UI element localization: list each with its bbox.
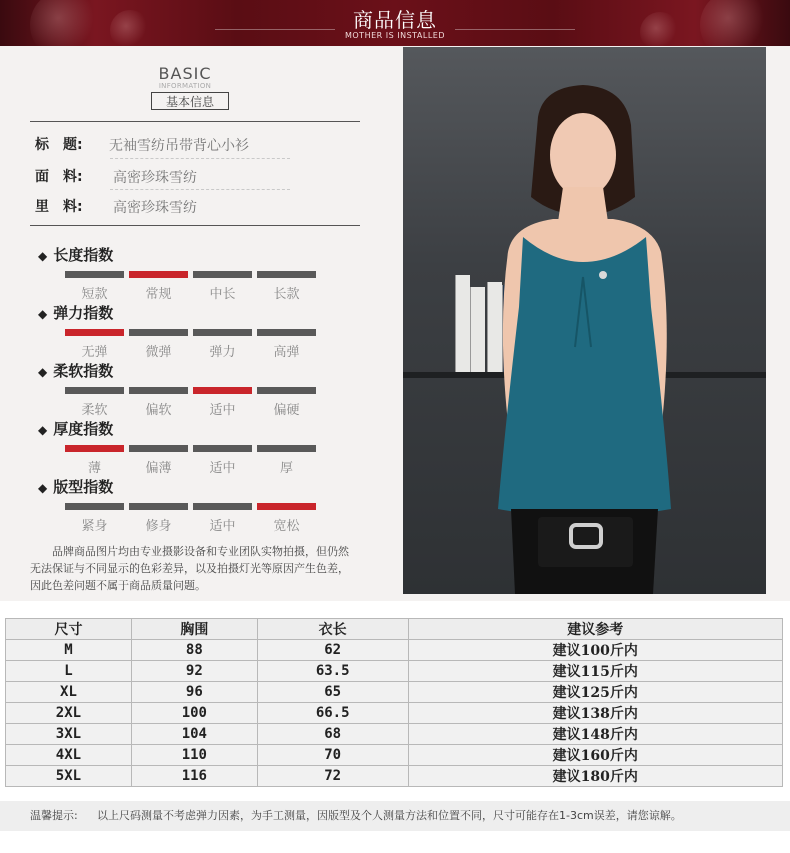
info-key: 标 题: — [35, 137, 83, 153]
table-cell: 68 — [257, 724, 408, 745]
table-row — [6, 724, 783, 745]
column-header: 衣长 — [257, 619, 408, 640]
measurement-tip — [0, 801, 790, 831]
table-cell: 建议125斤内 — [408, 682, 782, 703]
index-bar-selected — [65, 445, 124, 452]
index-title-fit: ◆ 版型指数 — [38, 478, 114, 496]
table-cell: 110 — [131, 745, 257, 766]
diamond-icon: ◆ — [38, 307, 48, 321]
index-bar — [129, 503, 188, 510]
info-value: 高密珍珠雪纺 — [113, 200, 197, 216]
table-cell: 116 — [131, 766, 257, 787]
index-option: 适中 — [209, 519, 236, 534]
index-option: 高弹 — [273, 345, 300, 360]
index-bar — [257, 271, 316, 278]
column-header: 胸围 — [131, 619, 257, 640]
product-photo — [403, 47, 766, 594]
index-bar — [65, 387, 124, 394]
index-option: 偏薄 — [145, 461, 172, 476]
column-header: 建议参考 — [408, 619, 782, 640]
index-option: 微弹 — [145, 345, 172, 360]
table-cell: 3XL — [6, 724, 132, 745]
index-bar-selected — [129, 271, 188, 278]
table-cell: M — [6, 640, 132, 661]
table-cell: 92 — [131, 661, 257, 682]
index-bar — [193, 271, 252, 278]
index-bar — [65, 503, 124, 510]
basic-heading: BASIC — [158, 64, 212, 83]
table-cell: 建议148斤内 — [408, 724, 782, 745]
index-title-length: ◆ 长度指数 — [38, 246, 114, 264]
index-bar — [193, 445, 252, 452]
index-option: 修身 — [145, 519, 172, 534]
table-cell: 65 — [257, 682, 408, 703]
info-value: 高密珍珠雪纺 — [113, 170, 197, 186]
table-row — [6, 661, 783, 682]
diamond-icon: ◆ — [38, 249, 48, 263]
index-option: 无弹 — [81, 345, 108, 360]
diamond-icon: ◆ — [38, 423, 48, 437]
table-cell: 100 — [131, 703, 257, 724]
table-cell: 建议138斤内 — [408, 703, 782, 724]
index-bar — [193, 329, 252, 336]
index-bar — [193, 503, 252, 510]
tip-text: 以上尺码测量不考虑弹力因素，为手工测量，因版型及个人测量方法和位置不同，尺寸可能存在1-3cm误差，请您谅解。 — [97, 809, 682, 822]
banner-subtitle: MOTHER IS INSTALLED — [344, 31, 446, 40]
banner-title: 商品信息 — [353, 8, 437, 32]
info-key: 里 料: — [35, 199, 83, 215]
index-option: 薄 — [87, 461, 101, 476]
product-info-panel — [0, 46, 790, 601]
index-bar — [65, 271, 124, 278]
index-option: 柔软 — [81, 403, 108, 418]
table-cell: 62 — [257, 640, 408, 661]
table-cell: 4XL — [6, 745, 132, 766]
divider — [30, 225, 360, 226]
index-bar — [257, 387, 316, 394]
basic-info-label: 基本信息 — [151, 92, 229, 110]
table-cell: 建议100斤内 — [408, 640, 782, 661]
table-header-row — [6, 619, 783, 640]
table-cell: 88 — [131, 640, 257, 661]
table-row — [6, 766, 783, 787]
index-option: 厚 — [279, 461, 293, 476]
index-title-softness: ◆ 柔软指数 — [38, 362, 114, 380]
index-title-elasticity: ◆ 弹力指数 — [38, 304, 114, 322]
index-option: 常规 — [145, 287, 172, 302]
diamond-icon: ◆ — [38, 365, 48, 379]
index-option: 适中 — [209, 403, 236, 418]
index-bar — [129, 387, 188, 394]
header-banner — [0, 0, 790, 46]
table-cell: 建议115斤内 — [408, 661, 782, 682]
index-option: 适中 — [209, 461, 236, 476]
table-row — [6, 640, 783, 661]
size-table — [5, 618, 783, 787]
index-option: 偏软 — [145, 403, 172, 418]
column-header: 尺寸 — [6, 619, 132, 640]
table-row — [6, 745, 783, 766]
model-figure — [403, 47, 766, 594]
index-option: 弹力 — [209, 345, 236, 360]
disclaimer-note: 品牌商品图片均由专业摄影设备和专业团队实物拍摄，但仍然无法保证与不同显示的色彩差异，以及拍摄灯光等原因产生色差，因此色差问题不属于商品质量问题。 — [30, 545, 349, 592]
table-cell: 70 — [257, 745, 408, 766]
index-title-thickness: ◆ 厚度指数 — [38, 420, 114, 438]
table-cell: 2XL — [6, 703, 132, 724]
table-cell: 72 — [257, 766, 408, 787]
index-bar-selected — [65, 329, 124, 336]
index-bar-selected — [257, 503, 316, 510]
index-option: 紧身 — [81, 519, 108, 534]
table-cell: 建议180斤内 — [408, 766, 782, 787]
index-bar-selected — [193, 387, 252, 394]
diamond-icon: ◆ — [38, 481, 48, 495]
table-cell: 建议160斤内 — [408, 745, 782, 766]
dashed-divider — [110, 158, 290, 159]
table-row — [6, 682, 783, 703]
index-bar — [257, 445, 316, 452]
index-bar — [257, 329, 316, 336]
table-cell: XL — [6, 682, 132, 703]
table-cell: 66.5 — [257, 703, 408, 724]
index-option: 长款 — [273, 287, 300, 302]
basic-heading-sub: INFORMATION — [158, 82, 212, 90]
table-cell: 63.5 — [257, 661, 408, 682]
table-cell: L — [6, 661, 132, 682]
index-option: 偏硬 — [273, 403, 300, 418]
dashed-divider — [110, 189, 290, 190]
table-row — [6, 703, 783, 724]
index-option: 中长 — [209, 287, 236, 302]
tip-label: 温馨提示: — [30, 809, 78, 822]
index-option: 短款 — [81, 287, 108, 302]
table-cell: 96 — [131, 682, 257, 703]
table-cell: 104 — [131, 724, 257, 745]
divider — [30, 121, 360, 122]
table-cell: 5XL — [6, 766, 132, 787]
index-option: 宽松 — [273, 519, 300, 534]
index-bar — [129, 329, 188, 336]
index-bar — [129, 445, 188, 452]
info-key: 面 料: — [35, 169, 83, 185]
info-value: 无袖雪纺吊带背心小衫 — [109, 138, 249, 154]
